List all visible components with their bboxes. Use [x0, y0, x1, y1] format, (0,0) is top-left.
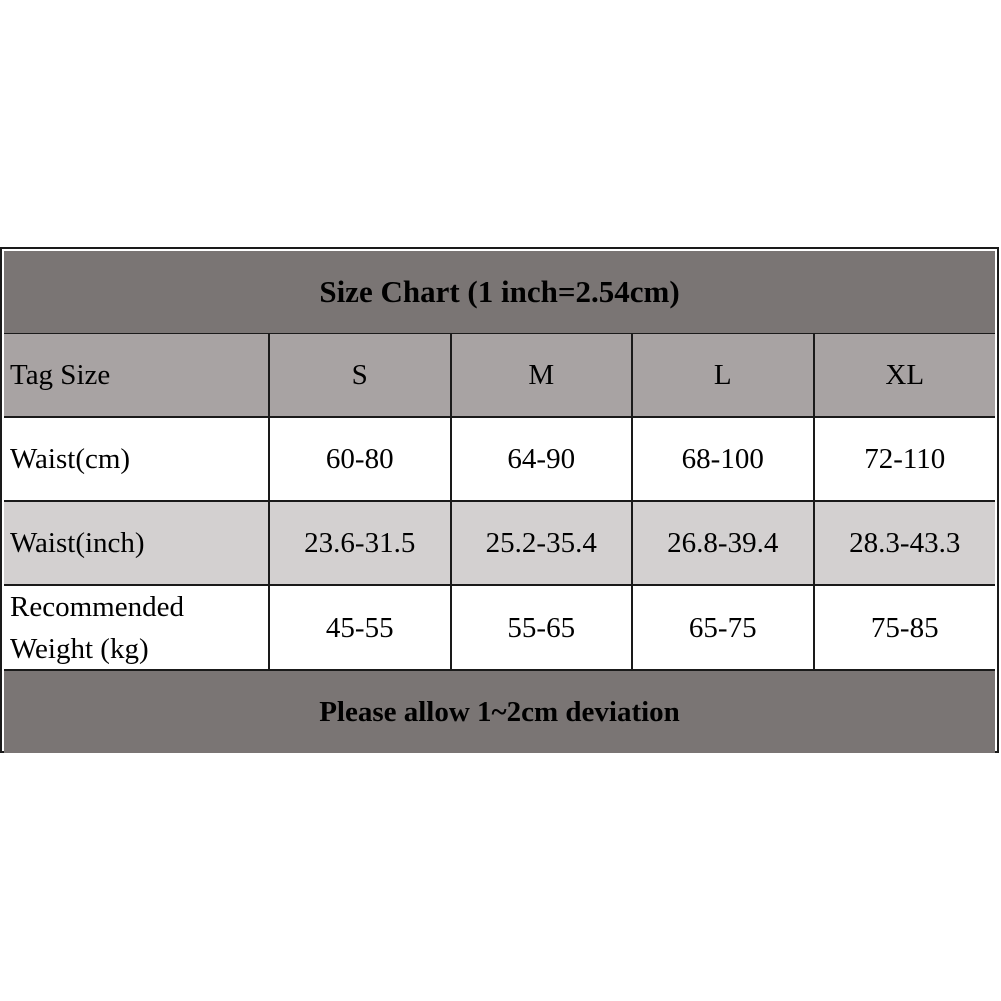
- row-label: Waist(cm): [4, 417, 269, 501]
- table-cell: 65-75: [632, 585, 814, 670]
- header-row: [4, 334, 995, 417]
- table-cell: 25.2-35.4: [451, 501, 633, 585]
- table-cell: 75-85: [814, 585, 996, 670]
- size-l-header: L: [632, 334, 814, 417]
- size-xl-header: XL: [814, 334, 996, 417]
- table-cell: 72-110: [814, 417, 996, 501]
- table-cell: 60-80: [269, 417, 451, 501]
- table-cell: 26.8-39.4: [632, 501, 814, 585]
- table-cell: 64-90: [451, 417, 633, 501]
- row-label: Waist(inch): [4, 501, 269, 585]
- size-chart: [0, 247, 999, 753]
- row-label-line-1: Recommended: [10, 591, 184, 623]
- size-m-header: M: [451, 334, 633, 417]
- size-s-header: S: [269, 334, 451, 417]
- table-cell: 23.6-31.5: [269, 501, 451, 585]
- waist-cm-row: [4, 417, 995, 501]
- table-cell: 68-100: [632, 417, 814, 501]
- table-cell: 45-55: [269, 585, 451, 670]
- size-chart-title: Size Chart (1 inch=2.54cm): [4, 251, 995, 335]
- row-label-line-2: Weight (kg): [10, 633, 149, 666]
- header-label-cell: Tag Size: [4, 334, 269, 417]
- deviation-note: Please allow 1~2cm deviation: [4, 669, 995, 753]
- row-label: [4, 585, 269, 670]
- table-cell: 55-65: [451, 585, 633, 670]
- recommended-weight-row: [4, 585, 995, 670]
- waist-inch-row: [4, 501, 995, 585]
- table-cell: 28.3-43.3: [814, 501, 996, 585]
- size-chart-body: [4, 251, 995, 749]
- size-table: [4, 334, 995, 670]
